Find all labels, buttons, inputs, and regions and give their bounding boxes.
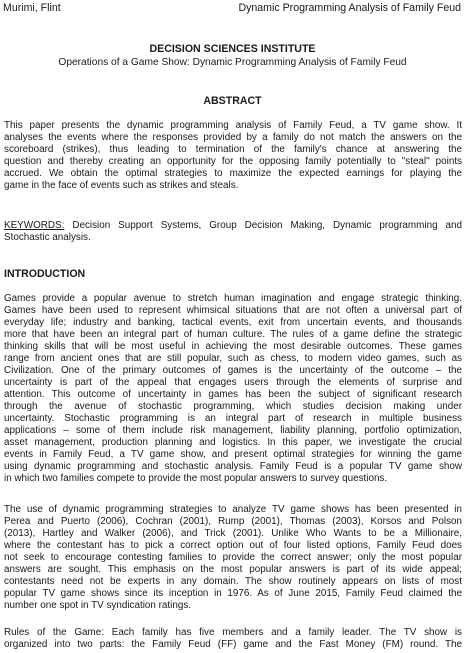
abstract-heading: ABSTRACT <box>203 95 262 107</box>
running-header-title: Dynamic Programming Analysis of Family Feud <box>238 2 461 14</box>
paper-title: Operations of a Game Show: Dynamic Programming Analysis of Family Feud <box>58 57 407 68</box>
paragraph-line: using dynamic programming and stochastic analysis. Family Feud is a popular TV game show <box>4 461 462 472</box>
paragraph-line: Civilization. One of the primary outcomes of games is the uncertainty of the outcome – the <box>4 365 462 376</box>
abstract-line: analyses the events where the responses provided by a family do not match the answers on the <box>4 132 462 143</box>
paragraph-line: range from ancient ones that are still popular, such as chess, to modern video games, such as <box>4 353 462 364</box>
paragraph-line: in which two families compete to provide the most popular answers to survey questions. <box>4 473 388 484</box>
keywords-block <box>4 220 462 244</box>
paragraph-line: thinking skills that will be most useful in achieving the most desirable outcomes. These games <box>4 341 462 352</box>
paragraph-line: attention. This outcome of uncertainty in games has been the subject of significant research <box>4 389 462 400</box>
abstract-line: This paper presents the dynamic programming analysis of Family Feud, a TV game show. It <box>4 120 462 131</box>
paragraph-line: everyday life; industry and banking, tactical events, exit from uncertain events, and thousands <box>4 317 462 328</box>
paragraph-line: events in Family Feud, a TV game show, and present optimal strategies for winning the game <box>4 449 462 460</box>
paragraph-line: Perea and Puerto (2006), Cochran (2001), Rump (2001), Thomas (2003), Korsos and Polson <box>4 516 462 527</box>
paragraph-line: asset management, production planning and logistics. In this paper, we investigate the crucial <box>4 437 462 448</box>
abstract-line: scoreboard (strikes), thus leading to termination of the family's chance at answering the <box>4 144 462 155</box>
paragraph-line: where the contestant has to pick a correct option out of four listed options, Family Feud does <box>4 540 462 551</box>
paragraph-line: organized into two parts: the Family Feud (FF) game and the Fast Money (FM) round. The <box>4 639 462 650</box>
paragraph-line: number one spot in TV syndication ratings. <box>4 600 191 611</box>
paragraph-line: (2013), Hartley and Walker (2006), and Trick (2001). Unlike Who Wants to be a Millionaire, <box>4 528 462 539</box>
institute-name: DECISION SCIENCES INSTITUTE <box>149 43 316 55</box>
paragraph-line: uncertainty. Stochastic programming is an integral part of research in multiple business <box>4 413 462 424</box>
abstract-line: accrued. We obtain the optimal strategies to maximize the expected earnings for playing the <box>4 168 462 179</box>
intro-paragraph-2 <box>4 504 462 612</box>
running-header-author: Murimi, Flint <box>3 2 61 14</box>
paragraph-line: popular TV game shows since its inception in 1976. As of June 2015, Family Feud claimed the <box>4 588 462 599</box>
paragraph-line: Games have been used to represent whimsical situations that are not often a universal part of <box>4 305 462 316</box>
paragraph-line: Rules of the Game: Each family has five members and a family leader. The TV show is <box>4 627 462 638</box>
abstract-line: question and thereby creating an opportunity for the opposing family potentially to "steal" points <box>4 156 462 167</box>
intro-paragraph-1 <box>4 293 462 485</box>
paragraph-line: more that have been an integral part of human culture. The rules of a game define the strategic <box>4 329 462 340</box>
abstract-body <box>4 120 462 192</box>
keywords-line-2: Stochastic analysis. <box>4 232 91 243</box>
paragraph-line: not seek to encourage contesting families to provide the correct answer; only the most popular <box>4 552 462 563</box>
paragraph-line: Games provide a popular avenue to stretch human imagination and engage strategic thinking. <box>4 293 462 304</box>
paragraph-line: uncertainty is part of the appeal that engages users through the elements of surprise and <box>4 377 462 388</box>
keywords-label: KEYWORDS: <box>4 220 65 231</box>
intro-paragraph-3 <box>4 627 462 651</box>
paragraph-line: through the avenue of stochastic programming, which studies decision making under <box>4 401 462 412</box>
paragraph-line: contestants need not be experts in any domain. The show routinely appears on lists of most <box>4 576 462 587</box>
paragraph-line: The use of dynamic programming strategies to analyze TV game shows has been presented in <box>4 504 462 515</box>
keywords-line <box>4 220 462 232</box>
keywords-text: Decision Support Systems, Group Decision Making, Dynamic programming and <box>64 220 462 231</box>
paragraph-line: answers are sought. This emphasis on the most popular answers is part of its wide appeal; <box>4 564 462 575</box>
paragraph-line: applications – some of them include risk management, liability planning, portfolio optimization, <box>4 425 462 436</box>
abstract-line: game in the face of events such as strikes and steals. <box>4 180 239 191</box>
introduction-heading: INTRODUCTION <box>4 268 86 280</box>
